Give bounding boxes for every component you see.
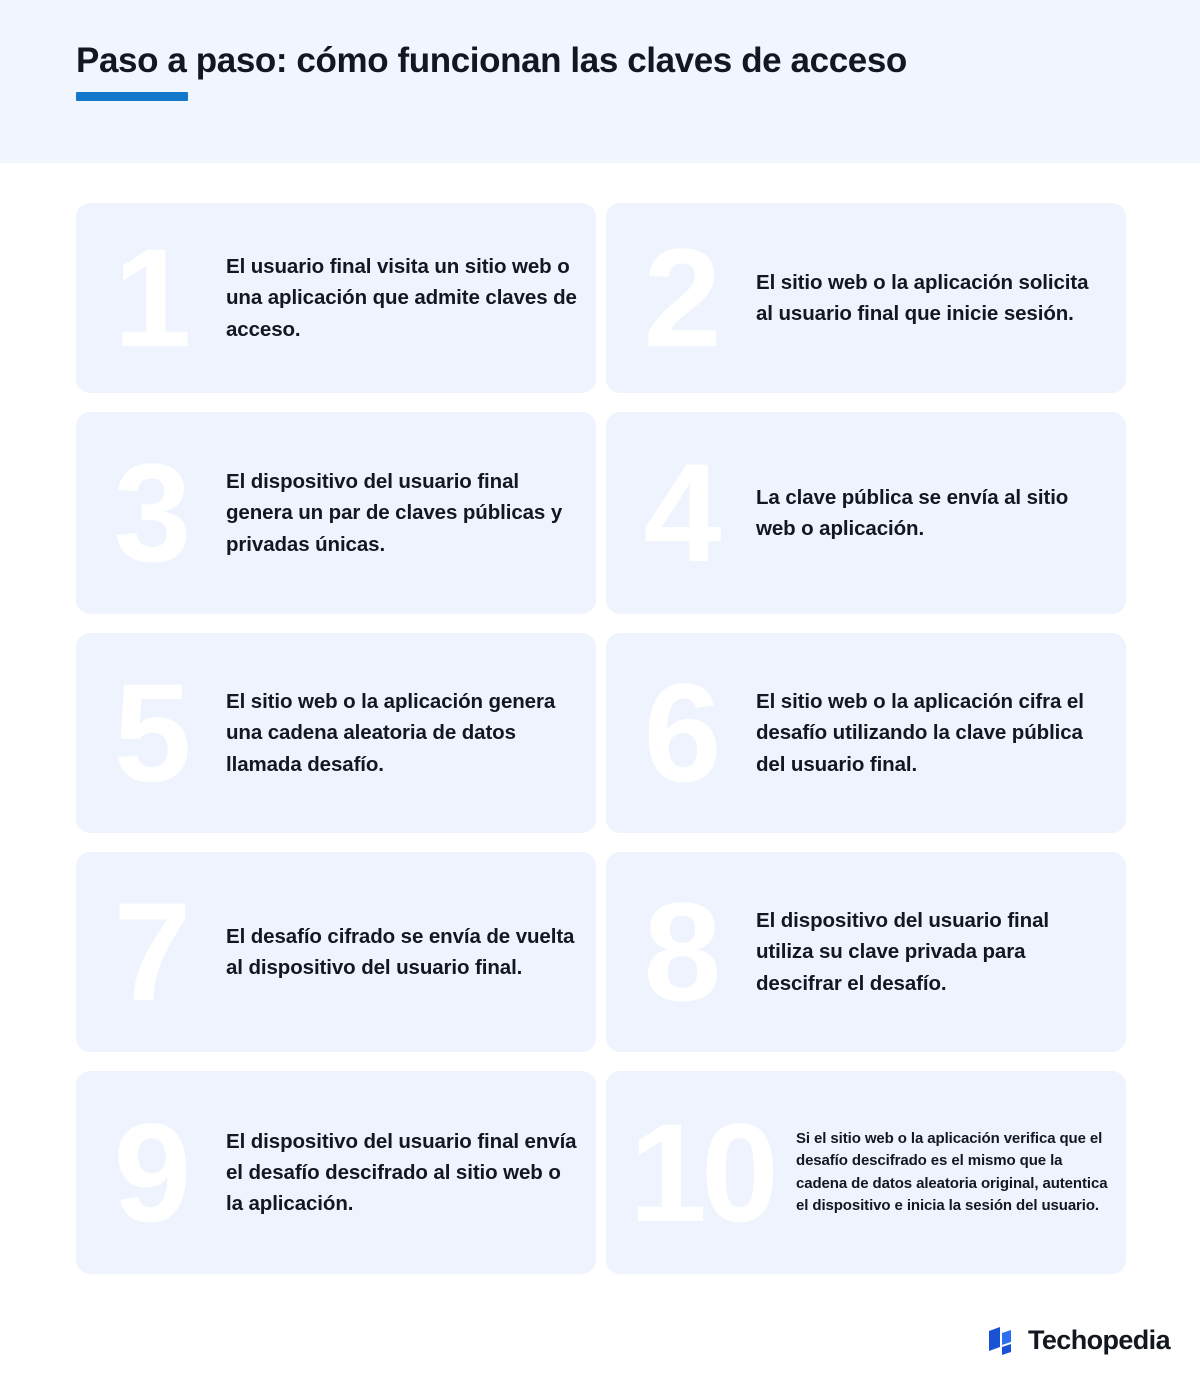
step-number: 6 [643,654,719,811]
step-card-7 [76,852,596,1052]
step-number: 2 [643,219,719,376]
step-text: El dispositivo del usuario final genera un par de claves públicas y privadas únicas. [226,470,563,556]
step-number: 8 [643,873,719,1030]
step-text: La clave pública se envía al sitio web o aplicación. [756,485,1069,540]
step-text: El dispositivo del usuario final utiliza su clave privada para descifrar el desafío. [756,909,1049,995]
step-card-2 [606,203,1126,393]
step-text: El desafío cifrado se envía de vuelta al dispositivo del usuario final. [226,924,575,979]
step-number: 10 [629,1093,773,1251]
step-card-6 [606,633,1126,833]
brand-footer [987,1325,1170,1356]
step-text: El dispositivo del usuario final envía el desafío descifrado al sitio web o la aplicación. [226,1129,577,1216]
step-text: El sitio web o la aplicación genera una cadena aleatoria de datos llamada desafío. [226,690,556,776]
step-card-10 [606,1071,1126,1274]
step-card-8 [606,852,1126,1052]
header-inner [76,40,907,101]
step-card-5 [76,633,596,833]
step-card-3 [76,412,596,614]
step-number: 4 [643,434,719,591]
title-underline-accent [76,92,188,101]
steps-grid [76,203,1126,1274]
step-number: 5 [113,654,189,811]
step-number: 1 [113,219,189,376]
page-title: Paso a paso: cómo funcionan las claves de acceso [76,41,907,80]
step-number: 9 [113,1093,189,1251]
brand-name: Techopedia [1027,1325,1170,1355]
page-header [0,0,1200,163]
step-text: El sitio web o la aplicación cifra el desafío utilizando la clave pública del usuario final. [756,690,1084,776]
step-text: El sitio web o la aplicación solicita al usuario final que inicie sesión. [756,270,1089,325]
step-number: 3 [113,434,189,591]
step-text: Si el sitio web o la aplicación verifica que el desafío descifrado es el mismo que la cadena de datos aleatoria original, autentica el dispositivo e inicia la sesión del usuario. [796,1129,1108,1214]
step-text: El usuario final visita un sitio web o una aplicación que admite claves de acceso. [226,255,577,341]
step-card-9 [76,1071,596,1274]
techopedia-cube-icon [987,1325,1018,1356]
step-card-4 [606,412,1126,614]
step-number: 7 [113,873,189,1030]
step-card-1 [76,203,596,393]
